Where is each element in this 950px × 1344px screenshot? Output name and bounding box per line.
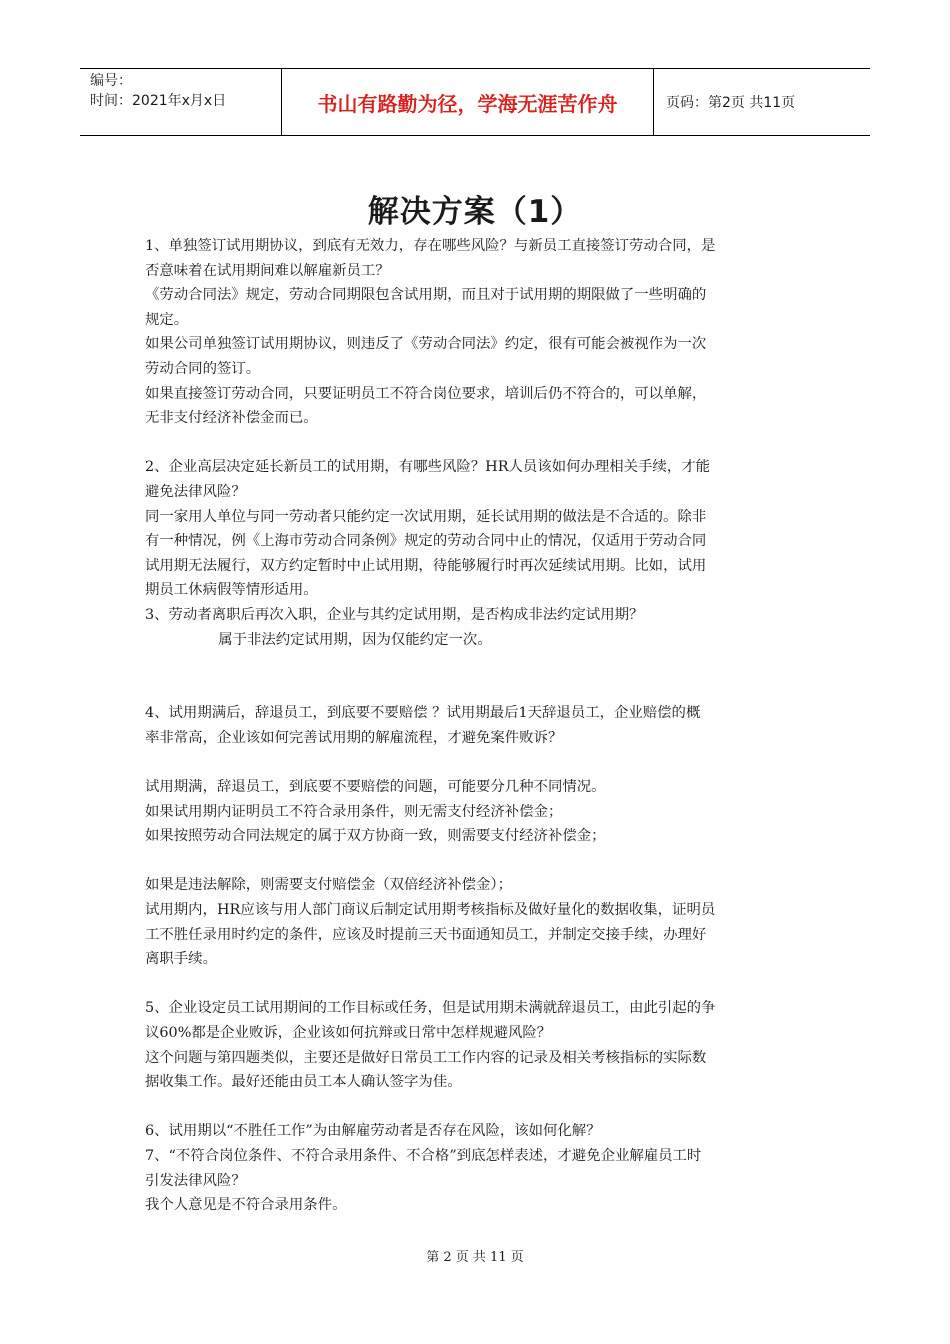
body-line: 如果试用期内证明员工不符合录用条件，则无需支付经济补偿金； [145, 803, 563, 820]
body-line: 如果公司单独签订试用期协议，则违反了《劳动合同法》约定，很有可能会被视作为一次 [145, 336, 707, 353]
body-line: 1、单独签订试用期协议，到底有无效力，存在哪些风险？与新员工直接签订劳动合同，是 [145, 238, 716, 254]
body-line: 5、企业设定员工试用期间的工作目标或任务，但是试用期未满就辞退员工，由此引起的争 [145, 1000, 716, 1017]
body-line: 《劳动合同法》规定，劳动合同期限包含试用期，而且对于试用期的期限做了一些明确的 [145, 287, 707, 304]
blank-line [145, 1095, 810, 1120]
body-line: 据收集工作。最好还能由员工本人确认签字为佳。 [145, 1074, 462, 1091]
body-line: 避免法律风险？ [145, 483, 246, 500]
body-line: 期员工休病假等情形适用。 [145, 582, 318, 599]
body-line: 试用期内，HR应该与用人部门商议后制定试用期考核指标及做好量化的数据收集，证明员 [145, 902, 716, 919]
body-line: 同一家用人单位与同一劳动者只能约定一次试用期，延长试用期的做法是不合适的。除非 [145, 508, 707, 525]
blank-line [145, 972, 810, 997]
body-line: 议60%都是企业败诉，企业该如何抗辩或日常中怎样规避风险？ [145, 1025, 552, 1041]
blank-line [145, 431, 810, 456]
header-meta [80, 69, 282, 135]
body-line: 3、劳动者离职后再次入职，企业与其约定试用期，是否构成非法约定试用期？ [145, 606, 644, 623]
body-line: 无非支付经济补偿金而已。 [145, 410, 318, 427]
document-body [145, 234, 810, 1218]
body-line: 试用期满，辞退员工，到底要不要赔偿的问题，可能要分几种不同情况。 [145, 779, 606, 796]
body-line: 如果直接签订劳动合同，只要证明员工不符合岗位要求，培训后仍不符合的，可以单解， [145, 385, 707, 402]
blank-line [145, 750, 810, 775]
body-line: 否意味着在试用期间难以解雇新员工？ [145, 262, 390, 279]
header-page-info: 页码：第2页 共11页 [666, 95, 796, 111]
body-line: 工不胜任录用时约定的条件，应该及时提前三天书面通知员工，并制定交接手续，办理好 [145, 926, 707, 943]
body-line: 如果是违法解除，则需要支付赔偿金（双倍经济补偿金）； [145, 877, 512, 894]
document-number-label: 编号： [90, 73, 132, 89]
body-line: 这个问题与第四题类似，主要还是做好日常员工工作内容的记录及相关考核指标的实际数 [145, 1049, 707, 1066]
document-title: 解决方案（1） [367, 194, 583, 230]
body-line: 2、企业高层决定延长新员工的试用期，有哪些风险？HR人员该如何办理相关手续，才能 [145, 459, 710, 476]
body-line: 如果按照劳动合同法规定的属于双方协商一致，则需要支付经济补偿金； [145, 828, 606, 845]
page-header [80, 68, 870, 136]
body-line: 7、“不符合岗位条件、不符合录用条件、不合格”到底怎样表述，才避免企业解雇员工时 [145, 1147, 702, 1164]
header-motto: 书山有路勤为径，学海无涯苦作舟 [282, 69, 654, 135]
body-line: 规定。 [145, 311, 189, 328]
body-line: 劳动合同的签订。 [145, 360, 261, 377]
body-line: 离职手续。 [145, 951, 217, 968]
body-line: 4、试用期满后，辞退员工，到底要不要赔偿 ？试用期最后1天辞退员工，企业赔偿的概 [145, 705, 701, 722]
body-line: 试用期无法履行，双方约定暂时中止试用期，待能够履行时再次延续试用期。比如，试用 [145, 557, 707, 574]
blank-line [145, 652, 810, 677]
document-time-label: 时间：2021年x月x日 [90, 93, 227, 109]
body-line: 我个人意见是不符合录用条件。 [145, 1197, 347, 1214]
body-line: 有一种情况，例《上海市劳动合同条例》规定的劳动合同中止的情况，仅适用于劳动合同 [145, 533, 707, 550]
body-line: 6、试用期以“不胜任工作”为由解雇劳动者是否存在风险，该如何化解？ [145, 1123, 601, 1140]
body-line: 率非常高，企业该如何完善试用期的解雇流程，才避免案件败诉？ [145, 729, 563, 746]
blank-line [145, 849, 810, 874]
body-line: 属于非法约定试用期，因为仅能约定一次。 [145, 631, 492, 648]
page-footer: 第 2 页 共 11 页 [426, 1250, 524, 1265]
blank-line [145, 677, 810, 702]
body-line: 引发法律风险？ [145, 1172, 246, 1189]
